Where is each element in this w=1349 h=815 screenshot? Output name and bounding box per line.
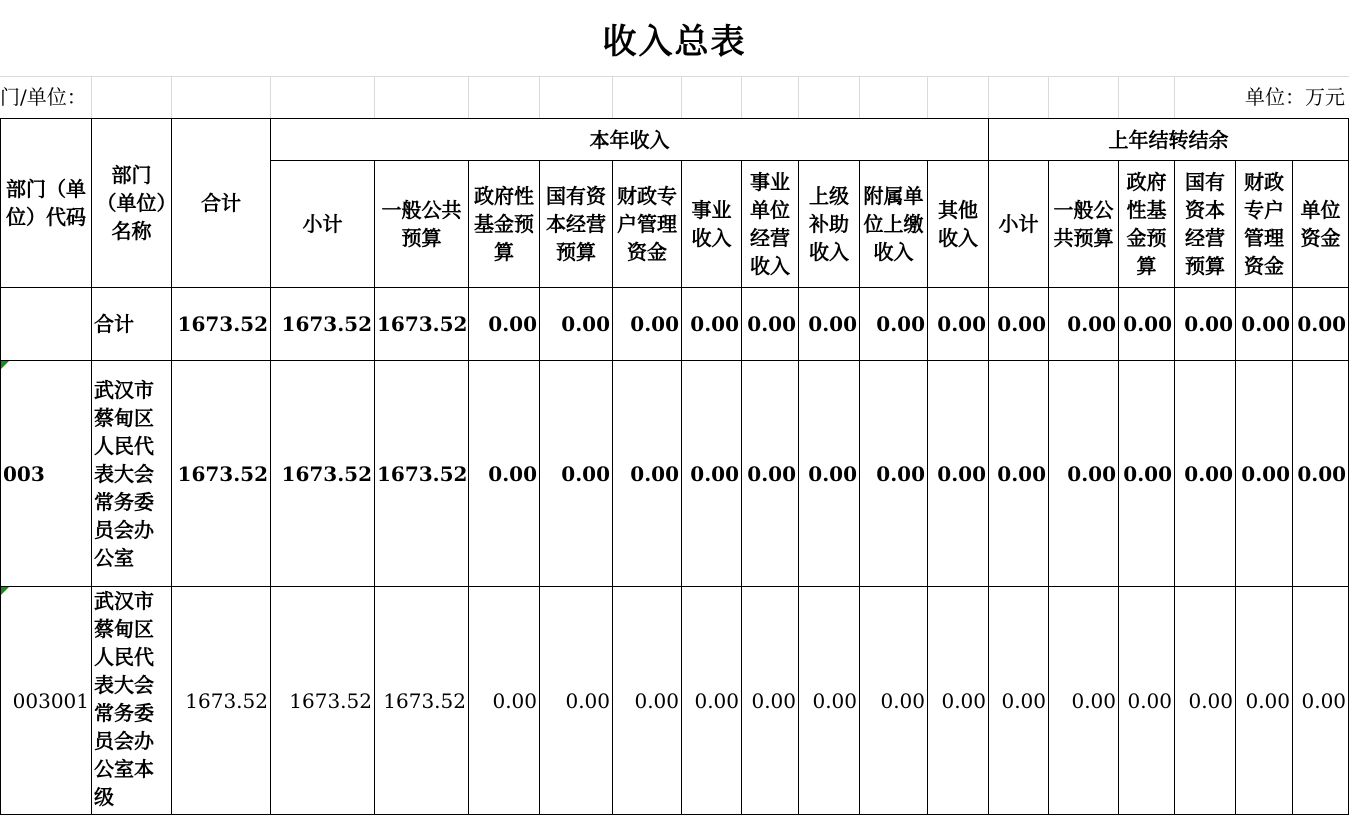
row-code-cell[interactable] — [1, 587, 92, 815]
value-cell[interactable]: 0.00 — [1119, 587, 1175, 815]
row-name[interactable]: 合计 — [92, 288, 172, 361]
header-co-gov-fund: 政府性基金预算 — [1119, 161, 1175, 288]
value-cell[interactable]: 1673.52 — [271, 288, 375, 361]
value-cell[interactable]: 1673.52 — [375, 587, 469, 815]
value-cell[interactable]: 0.00 — [1293, 587, 1349, 815]
header-co-general-budget: 一般公共预算 — [1049, 161, 1119, 288]
row-name[interactable]: 武汉市蔡甸区人民代表大会常务委员会办公室 — [92, 361, 172, 587]
header-cy-gov-fund: 政府性基金预算 — [469, 161, 540, 288]
value-cell[interactable]: 0.00 — [613, 587, 682, 815]
header-co-unit-funds: 单位资金 — [1293, 161, 1349, 288]
value-cell[interactable]: 0.00 — [1119, 361, 1175, 587]
table-row — [1, 288, 1349, 361]
value-cell[interactable]: 0.00 — [989, 361, 1049, 587]
value-cell[interactable]: 0.00 — [989, 288, 1049, 361]
value-cell[interactable]: 0.00 — [469, 361, 540, 587]
value-cell[interactable]: 0.00 — [469, 587, 540, 815]
currency-unit-label: 单位：万元 — [1245, 85, 1345, 109]
header-cy-subtotal: 小计 — [271, 161, 375, 288]
value-cell[interactable]: 1673.52 — [271, 587, 375, 815]
value-cell[interactable]: 0.00 — [928, 587, 989, 815]
value-cell[interactable]: 0.00 — [682, 361, 742, 587]
cell-marker-icon — [1, 361, 9, 369]
value-cell[interactable]: 0.00 — [860, 361, 928, 587]
header-cy-business-income: 事业收入 — [682, 161, 742, 288]
value-cell[interactable]: 0.00 — [860, 587, 928, 815]
row-code-cell[interactable] — [1, 361, 92, 587]
header-current-year-income: 本年收入 — [271, 119, 989, 161]
header-cy-superior-subsidy: 上级补助收入 — [799, 161, 860, 288]
row-code[interactable] — [1, 288, 92, 361]
value-cell[interactable]: 1673.52 — [172, 361, 271, 587]
value-cell[interactable]: 0.00 — [1236, 587, 1293, 815]
dept-unit-label: 门/单位： — [0, 85, 87, 109]
table-row — [1, 361, 1349, 587]
value-cell[interactable]: 0.00 — [1175, 587, 1236, 815]
header-cy-other: 其他收入 — [928, 161, 989, 288]
value-cell[interactable]: 0.00 — [799, 361, 860, 587]
header-cy-subsidiary-remit: 附属单位上缴收入 — [860, 161, 928, 288]
value-cell[interactable]: 0.00 — [1293, 288, 1349, 361]
value-cell[interactable]: 0.00 — [799, 587, 860, 815]
value-cell[interactable]: 0.00 — [1049, 288, 1119, 361]
header-co-state-capital: 国有资本经营预算 — [1175, 161, 1236, 288]
header-cy-special-account: 财政专户管理资金 — [613, 161, 682, 288]
value-cell[interactable]: 1673.52 — [172, 288, 271, 361]
value-cell[interactable]: 1673.52 — [271, 361, 375, 587]
value-cell[interactable]: 0.00 — [1049, 361, 1119, 587]
header-co-special-account: 财政专户管理资金 — [1236, 161, 1293, 288]
page-title: 收入总表 — [602, 21, 747, 62]
header-cy-general-budget: 一般公共预算 — [375, 161, 469, 288]
row-code: 003 — [3, 461, 45, 486]
value-cell[interactable]: 0.00 — [682, 288, 742, 361]
value-cell[interactable]: 0.00 — [742, 361, 799, 587]
income-summary-table — [0, 118, 1349, 815]
value-cell[interactable]: 0.00 — [860, 288, 928, 361]
value-cell[interactable]: 0.00 — [1236, 288, 1293, 361]
value-cell[interactable]: 0.00 — [799, 288, 860, 361]
value-cell[interactable]: 0.00 — [742, 587, 799, 815]
value-cell[interactable]: 0.00 — [613, 288, 682, 361]
value-cell[interactable]: 0.00 — [928, 288, 989, 361]
header-dept-name: 部门（单位）名称 — [92, 119, 172, 288]
header-dept-code: 部门（单位）代码 — [1, 119, 92, 288]
value-cell[interactable]: 0.00 — [1175, 361, 1236, 587]
value-cell[interactable]: 0.00 — [742, 288, 799, 361]
value-cell[interactable]: 0.00 — [682, 587, 742, 815]
value-cell[interactable]: 0.00 — [540, 288, 613, 361]
value-cell[interactable]: 0.00 — [928, 361, 989, 587]
cell-marker-icon — [1, 587, 9, 595]
value-cell[interactable]: 1673.52 — [375, 361, 469, 587]
value-cell[interactable]: 0.00 — [1293, 361, 1349, 587]
value-cell[interactable]: 0.00 — [469, 288, 540, 361]
value-cell[interactable]: 0.00 — [613, 361, 682, 587]
value-cell[interactable]: 0.00 — [1119, 288, 1175, 361]
value-cell[interactable]: 0.00 — [540, 587, 613, 815]
header-total: 合计 — [172, 119, 271, 288]
value-cell[interactable]: 0.00 — [1175, 288, 1236, 361]
header-co-subtotal: 小计 — [989, 161, 1049, 288]
value-cell[interactable]: 1673.52 — [172, 587, 271, 815]
header-cy-business-operating: 事业单位经营收入 — [742, 161, 799, 288]
header-cy-state-capital: 国有资本经营预算 — [540, 161, 613, 288]
table-row — [1, 587, 1349, 815]
row-code: 003001 — [12, 688, 89, 713]
value-cell[interactable]: 0.00 — [1236, 361, 1293, 587]
header-carryover: 上年结转结余 — [989, 119, 1349, 161]
value-cell[interactable]: 0.00 — [540, 361, 613, 587]
value-cell[interactable]: 1673.52 — [375, 288, 469, 361]
value-cell[interactable]: 0.00 — [1049, 587, 1119, 815]
value-cell[interactable]: 0.00 — [989, 587, 1049, 815]
row-name[interactable]: 武汉市蔡甸区人民代表大会常务委员会办公室本级 — [92, 587, 172, 815]
